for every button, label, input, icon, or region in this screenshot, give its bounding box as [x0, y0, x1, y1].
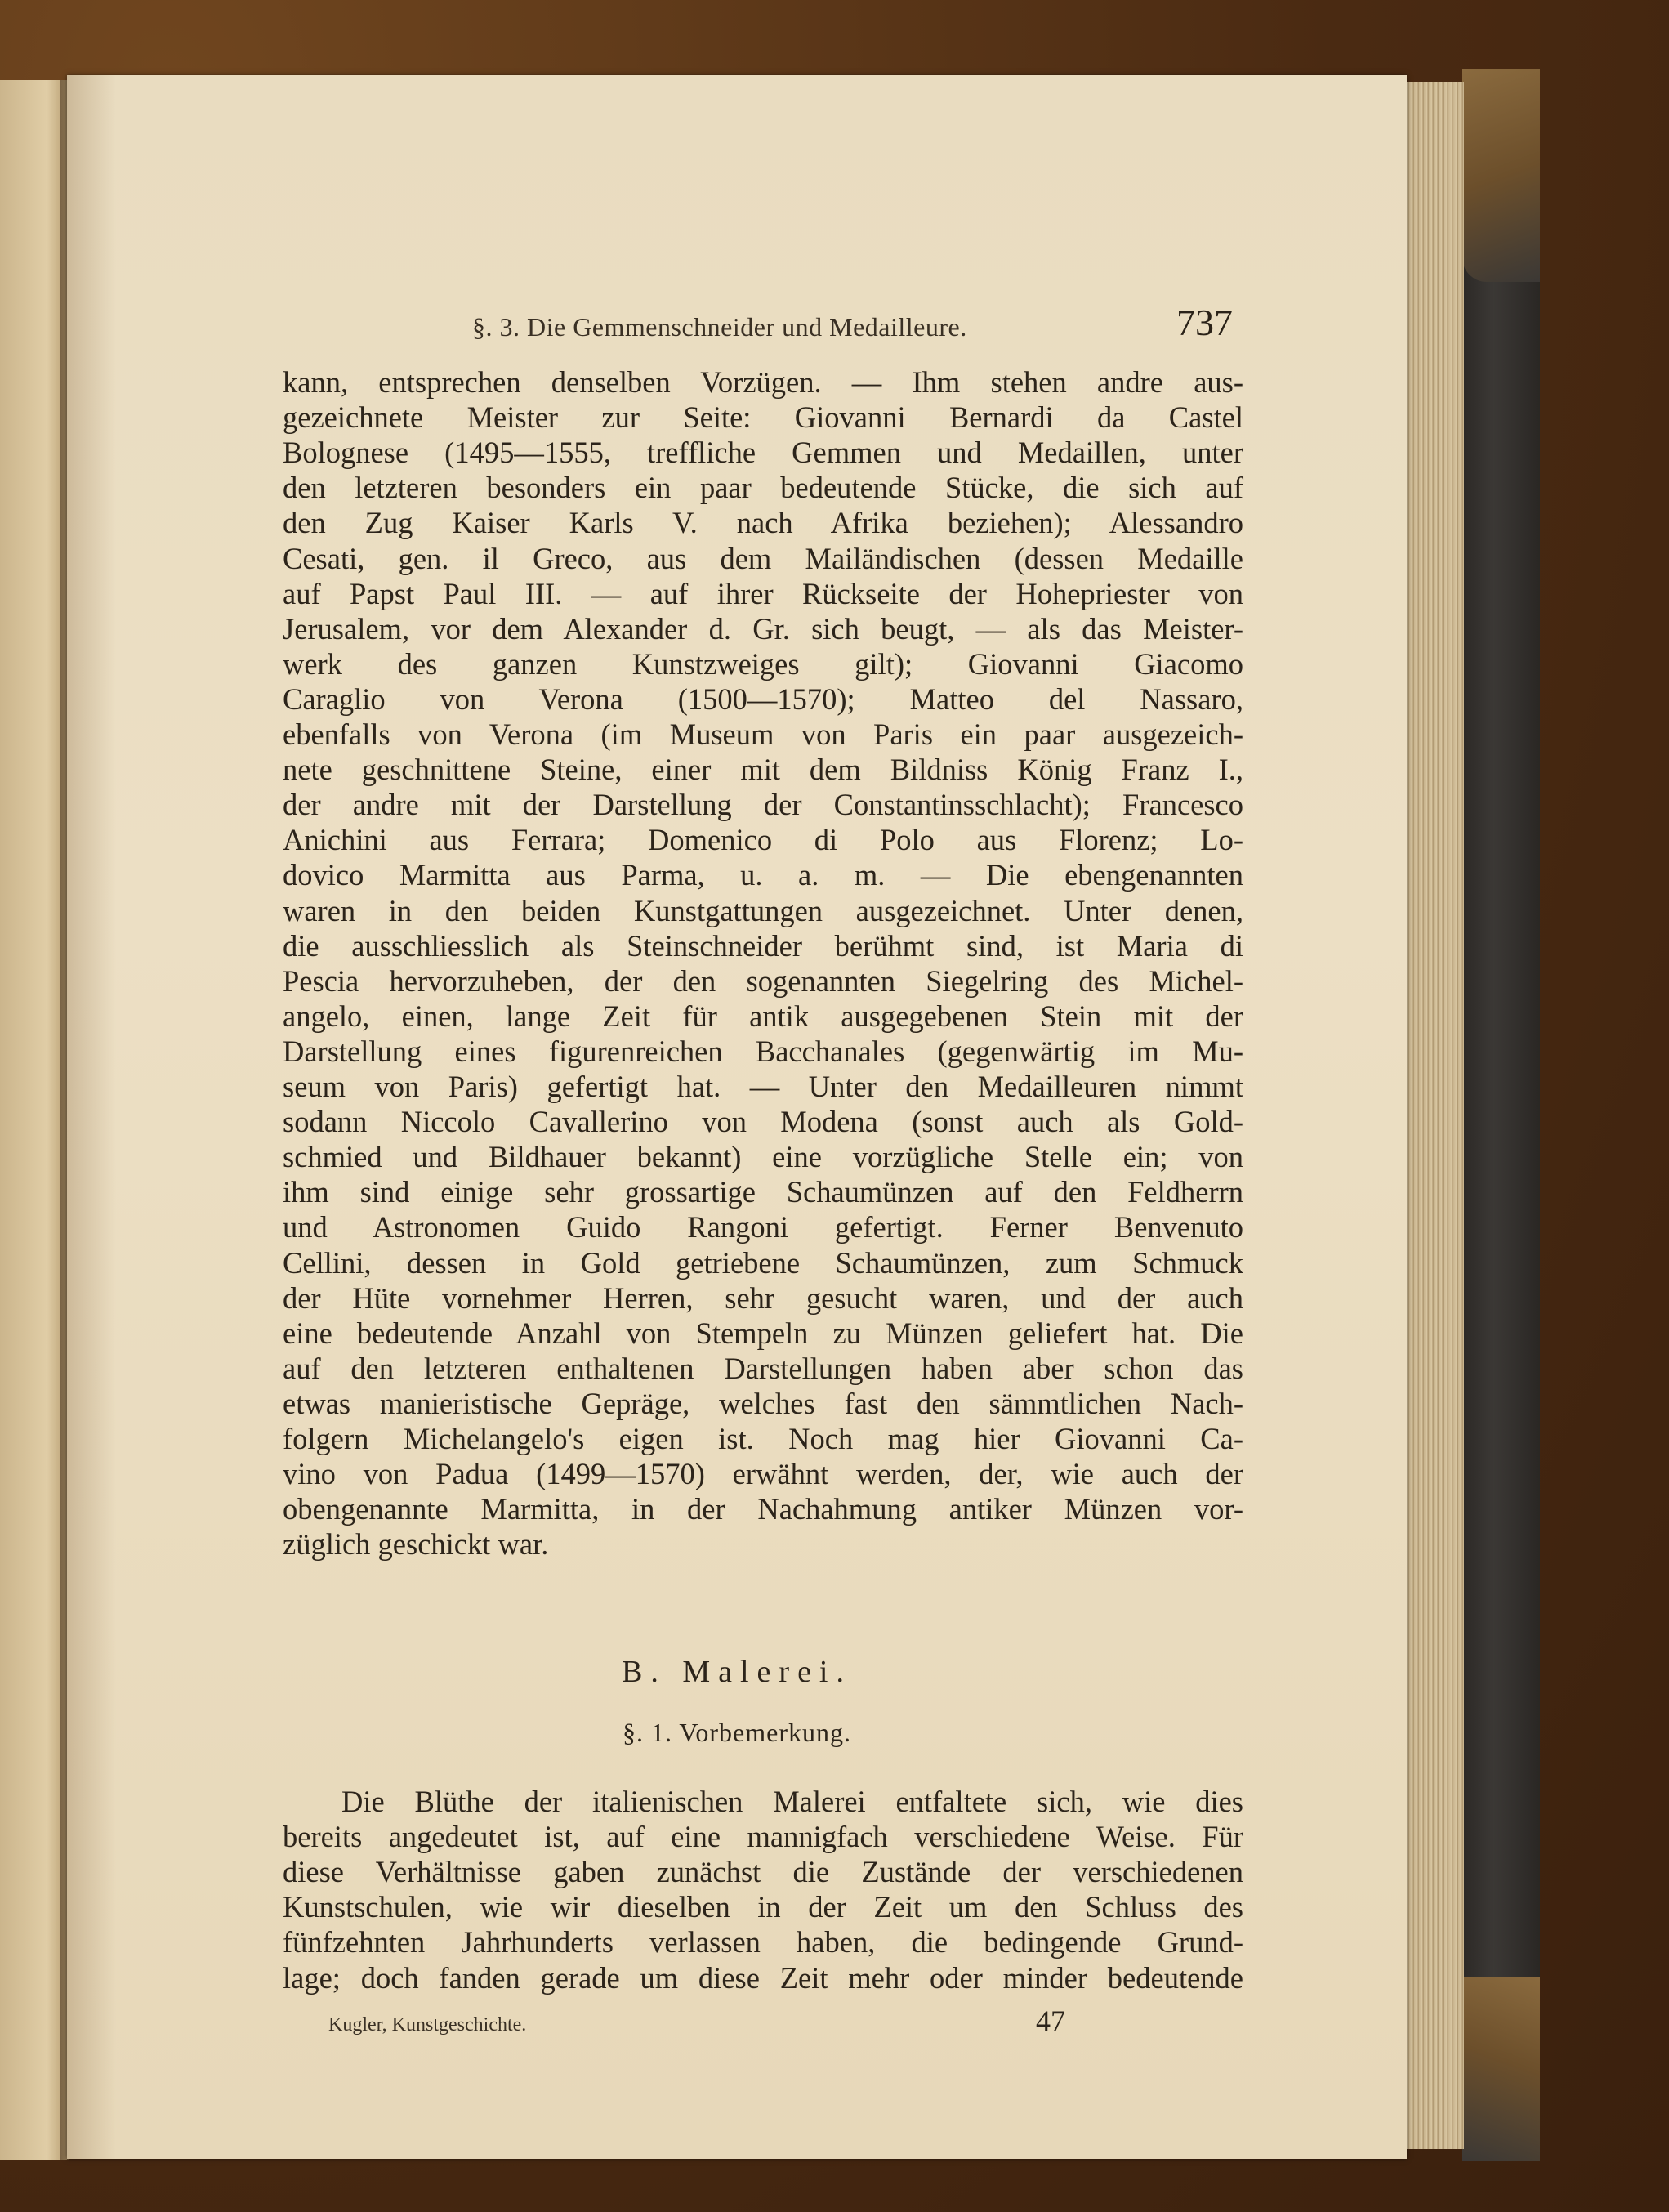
- text-line: Caraglio von Verona (1500—1570); Matteo del Nassaro,: [283, 681, 1243, 716]
- left-page-edge: [0, 80, 69, 2160]
- text-line: sodann Niccolo Cavallerino von Modena (sonst auch als Gold-: [283, 1105, 1243, 1139]
- text-line: Die Blüthe der italienischen Malerei entfaltete sich, wie dies: [341, 1785, 1243, 1818]
- text-line: züglich geschickt war.: [283, 1527, 549, 1562]
- text-line: der andre mit der Darstellung der Constantinsschlacht); Francesco: [283, 788, 1243, 822]
- text-line: den letzteren besonders ein paar bedeutende Stücke, die sich auf: [283, 471, 1243, 505]
- text-line: ebenfalls von Verona (im Museum von Paris ein paar ausgezeich-: [283, 717, 1243, 751]
- text-line: Jerusalem, vor dem Alexander d. Gr. sich beugt, — als das Meister-: [283, 611, 1243, 646]
- text-line: lage; doch fanden gerade um diese Zeit mehr oder minder bedeutende: [283, 1960, 1243, 1995]
- section-title: B. Malerei.: [621, 1655, 852, 1689]
- text-line: seum von Paris) gefertigt hat. — Unter den Medailleuren nimmt: [283, 1070, 1243, 1103]
- text-line: eine bedeutende Anzahl von Stempeln zu Münzen geliefert hat. Die: [283, 1316, 1243, 1350]
- footer-signature: Kugler, Kunstgeschichte.: [328, 2014, 527, 2035]
- text-line: kann, entsprechen denselben Vorzügen. — Ihm stehen andre aus-: [283, 365, 1243, 399]
- text-line: die ausschliesslich als Steinschneider berühmt sind, ist Maria di: [283, 928, 1243, 963]
- text-line: angelo, einen, lange Zeit für antik ausgegebenen Stein mit der: [283, 999, 1243, 1033]
- subsection-title: §. 1. Vorbemerkung.: [622, 1718, 851, 1747]
- text-line: dovico Marmitta aus Parma, u. a. m. — Die ebengenannten: [283, 858, 1243, 892]
- book-page: [67, 75, 1407, 2159]
- text-line: Darstellung eines figurenreichen Bacchanales (gegenwärtig im Mu-: [283, 1034, 1243, 1068]
- text-line: bereits angedeutet ist, auf eine mannigfach verschiedene Weise. Für: [283, 1820, 1243, 1854]
- text-line: gezeichnete Meister zur Seite: Giovanni Bernardi da Castel: [283, 400, 1243, 435]
- text-line: auf Papst Paul III. — auf ihrer Rückseite der Hohepriester von: [283, 576, 1243, 610]
- text-line: fünfzehnten Jahrhunderts verlassen haben, die bedingende Grund-: [283, 1925, 1243, 1960]
- text-line: Kunstschulen, wie wir dieselben in der Zeit um den Schluss des: [283, 1890, 1243, 1924]
- text-line: Cesati, gen. il Greco, aus dem Mailändischen (dessen Medaille: [283, 541, 1243, 575]
- cover-corner-top: [1462, 69, 1540, 282]
- running-head: §. 3. Die Gemmenschneider und Medailleure.: [472, 312, 967, 342]
- text-line: Bolognese (1495—1555, treffliche Gemmen und Medaillen, unter: [283, 436, 1243, 470]
- text-line: werk des ganzen Kunstzweiges gilt); Giovanni Giacomo: [283, 646, 1243, 681]
- text-line: vino von Padua (1499—1570) erwähnt werden, der, wie auch der: [283, 1457, 1243, 1491]
- footer-sheet-number: 47: [1036, 2004, 1065, 2037]
- cover-corner-bottom: [1462, 1977, 1540, 2161]
- text-line: obengenannte Marmitta, in der Nachahmung antiker Münzen vor-: [283, 1492, 1243, 1526]
- text-line: waren in den beiden Kunstgattungen ausgezeichnet. Unter denen,: [283, 893, 1243, 927]
- text-line: diese Verhältnisse gaben zunächst die Zustände der verschiedenen: [283, 1855, 1243, 1889]
- book-cover-board: [1462, 69, 1540, 2161]
- text-line: der Hüte vornehmer Herren, sehr gesucht waren, und der auch: [283, 1280, 1243, 1315]
- text-line: auf den letzteren enthaltenen Darstellungen haben aber schon das: [283, 1351, 1243, 1385]
- text-line: ihm sind einige sehr grossartige Schaumünzen auf den Feldherrn: [283, 1175, 1243, 1209]
- text-line: Cellini, dessen in Gold getriebene Schaumünzen, zum Schmuck: [283, 1245, 1243, 1280]
- text-line: Pescia hervorzuheben, der den sogenannten Siegelring des Michel-: [283, 963, 1243, 998]
- page-number: 737: [1176, 302, 1233, 343]
- text-line: und Astronomen Guido Rangoni gefertigt. Ferner Benvenuto: [283, 1210, 1243, 1245]
- text-line: nete geschnittene Steine, einer mit dem Bildniss König Franz I.,: [283, 753, 1243, 787]
- text-line: den Zug Kaiser Karls V. nach Afrika beziehen); Alessandro: [283, 506, 1243, 540]
- text-line: etwas manieristische Gepräge, welches fast den sämmtlichen Nach-: [283, 1386, 1243, 1420]
- text-line: schmied und Bildhauer bekannt) eine vorzügliche Stelle ein; von: [283, 1140, 1243, 1174]
- text-line: Anichini aus Ferrara; Domenico di Polo aus Florenz; Lo-: [283, 823, 1243, 857]
- text-line: folgern Michelangelo's eigen ist. Noch mag hier Giovanni Ca-: [283, 1422, 1243, 1455]
